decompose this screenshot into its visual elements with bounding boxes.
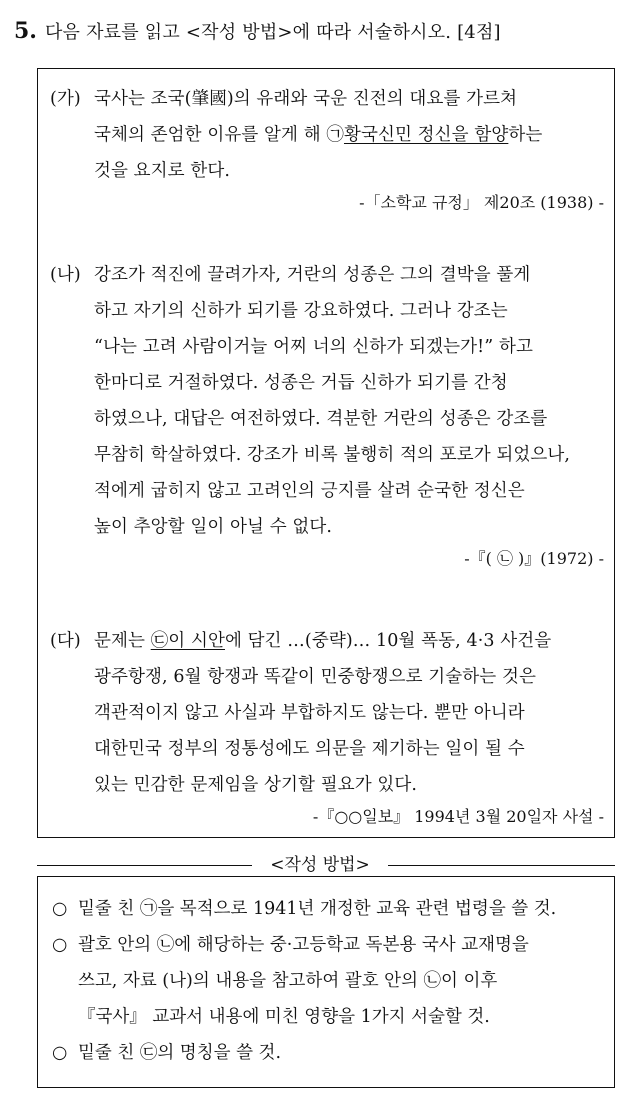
method-box: [37, 876, 615, 1088]
section-na-line-6: 무참히 학살하였다. 강조가 비록 불행히 적의 포로가 되었으나,: [94, 445, 571, 465]
bullet-icon: ○: [52, 1043, 68, 1063]
method-item-1: ○ 밑줄 친 ㉠을 목적으로 1941년 개정한 교육 관련 법령을 쓸 것.: [52, 891, 608, 927]
section-ga: [50, 81, 610, 217]
section-na-line-2: 하고 자기의 신하가 되기를 강요하였다. 그러나 강조는: [94, 301, 508, 321]
section-da-line-1: (다) 문제는 ㉢이 시안에 담긴 …(중략)… 10월 폭동, 4·3 사건을: [50, 623, 610, 659]
underline-a: 황국신민 정신을 함양: [343, 125, 509, 145]
section-ga-line-1: (가) 국사는 조국(肇國)의 유래와 국운 진전의 대요를 가르쳐: [50, 81, 610, 117]
section-da-line-4: 대한민국 정부의 정통성에도 의문을 제기하는 일이 될 수: [94, 739, 525, 759]
method-item-2: ○ 괄호 안의 ㉡에 해당하는 중·고등학교 독본용 국사 교재명을: [52, 927, 608, 963]
section-ga-label: (가): [50, 89, 81, 109]
underline-c: ㉢이 시안: [150, 631, 225, 651]
section-na-line-4: 한마디로 거절하였다. 성종은 거듭 신하가 되기를 간청: [94, 373, 508, 393]
method-item-3: ○ 밑줄 친 ㉢의 명칭을 쓸 것.: [52, 1035, 608, 1071]
section-na-line-7: 적에게 굽히지 않고 고려인의 긍지를 살려 순국한 정신은: [94, 481, 525, 501]
section-da-label: (다): [50, 631, 81, 651]
method-title: <작성 방법>: [252, 853, 388, 877]
section-da-line-3: 객관적이지 않고 사실과 부합하지도 않는다. 뿐만 아니라: [94, 703, 525, 723]
question-header: [14, 18, 626, 46]
section-ga-line-3: 것을 요지로 한다.: [94, 161, 231, 181]
section-na-citation: -『( ㉡ )』(1972) -: [464, 549, 604, 568]
question-number: 5.: [14, 18, 37, 44]
method-item-2-cont-2: 『국사』 교과서 내용에 미친 영향을 1가지 서술할 것.: [78, 1007, 490, 1027]
section-da-line-5: 있는 민감한 문제임을 상기할 필요가 있다.: [94, 775, 418, 795]
method-item-2-cont-1: 쓰고, 자료 (나)의 내용을 참고하여 괄호 안의 ㉡이 이후: [78, 971, 498, 991]
bullet-icon: ○: [52, 935, 68, 955]
bullet-icon: ○: [52, 899, 68, 919]
section-na-line-5: 하였으나, 대답은 여전하였다. 격분한 거란의 성종은 강조를: [94, 409, 548, 429]
method-title-bar: [0, 853, 640, 877]
section-na-label: (나): [50, 265, 81, 285]
section-ga-line-2: 국체의 존엄한 이유를 알게 해 ㉠황국신민 정신을 함양하는: [94, 125, 543, 145]
question-text: 다음 자료를 읽고 <작성 방법>에 따라 서술하시오. [4점]: [44, 22, 501, 43]
section-na-line-3: “나는 고려 사람이거늘 어찌 너의 신하가 되겠는가!” 하고: [94, 337, 533, 357]
method-title-rule-right: [381, 865, 615, 866]
source-box: [37, 68, 615, 838]
section-na: [50, 257, 610, 573]
method-title-rule-left: [37, 865, 259, 866]
section-na-line-1: (나) 강조가 적진에 끌려가자, 거란의 성종은 그의 결박을 풀게: [50, 257, 610, 293]
section-ga-citation: -「소학교 규정」 제20조 (1938) -: [359, 193, 604, 212]
section-da-citation: -『○○일보』 1994년 3월 20일자 사설 -: [312, 807, 604, 826]
section-da-line-2: 광주항쟁, 6월 항쟁과 똑같이 민중항쟁으로 기술하는 것은: [94, 667, 536, 687]
section-da: [50, 623, 610, 831]
section-na-line-8: 높이 추앙할 일이 아닐 수 없다.: [94, 517, 333, 537]
